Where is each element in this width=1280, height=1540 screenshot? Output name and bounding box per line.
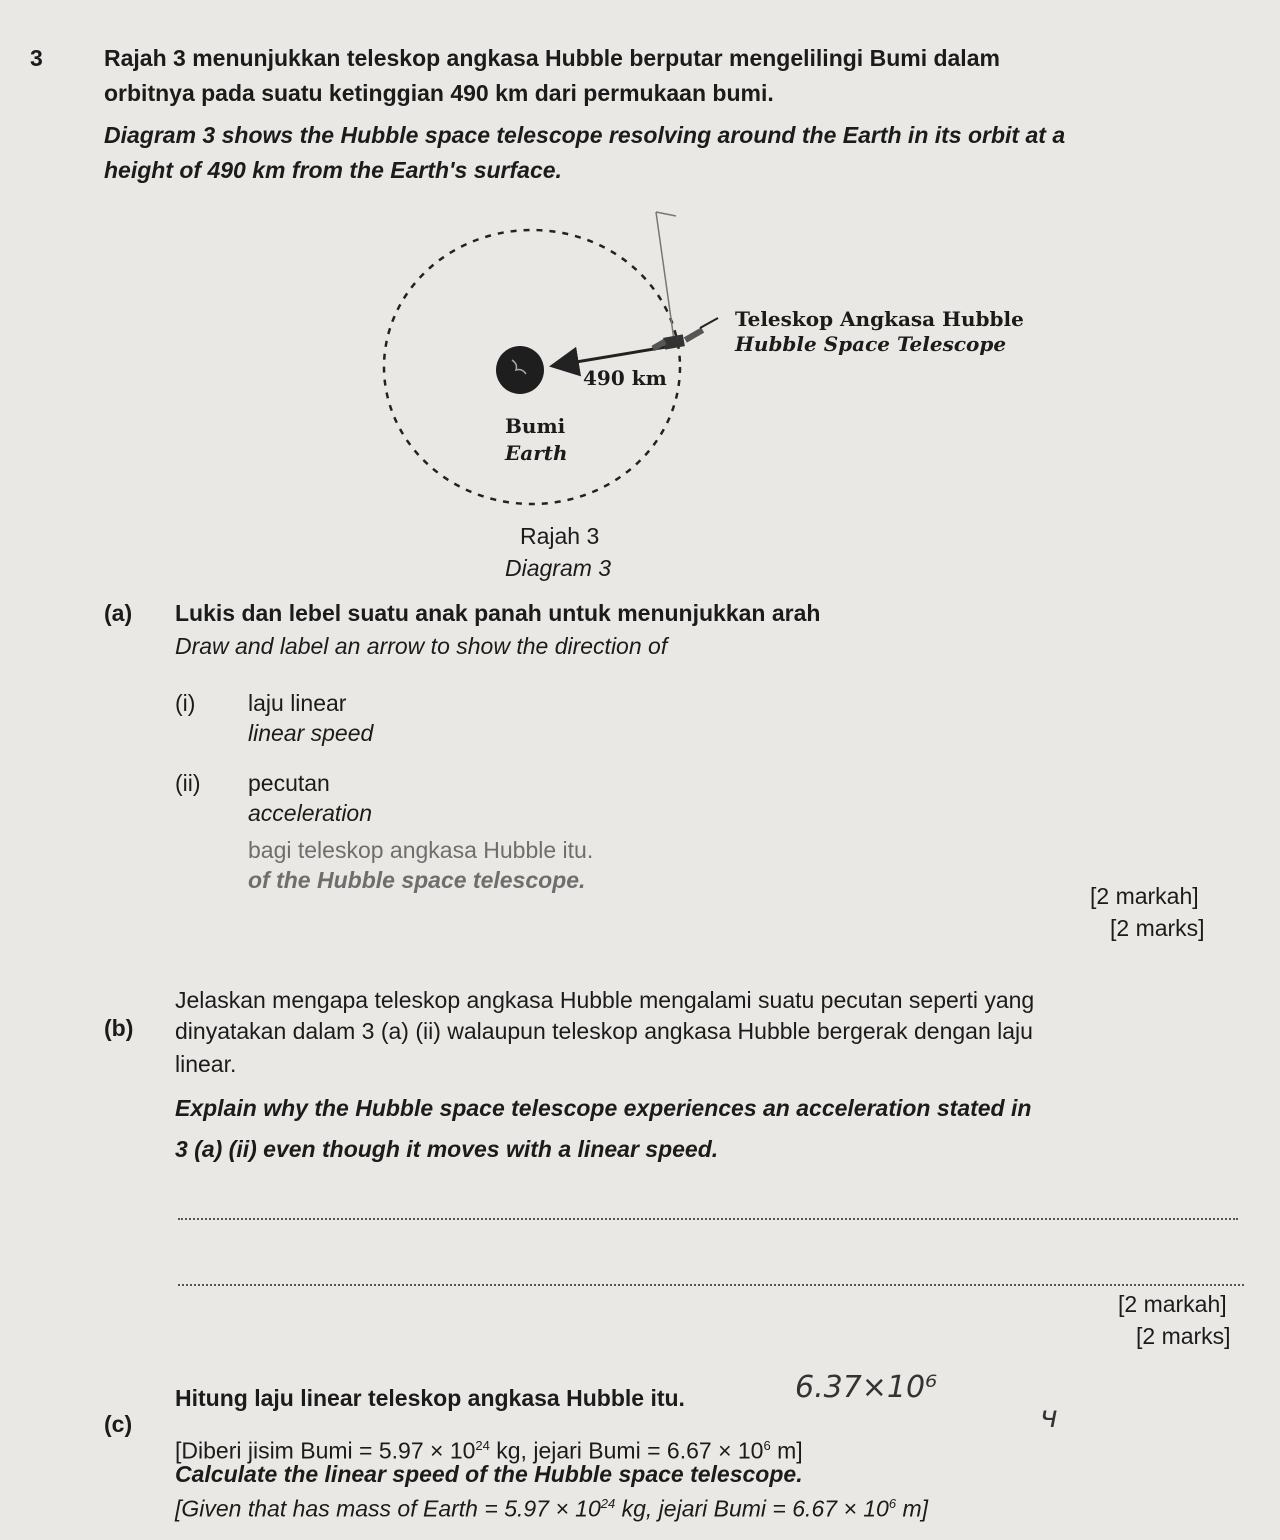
part-b-label: (b) bbox=[104, 1015, 134, 1041]
intro-malay-line-2: orbitnya pada suatu ketinggian 490 km dari permukaan bumi. bbox=[104, 80, 774, 106]
intro-english-line-2: height of 490 km from the Earth's surface. bbox=[104, 157, 562, 183]
earth-label-english: Earth bbox=[505, 441, 568, 465]
label-leader-line bbox=[700, 318, 718, 328]
intro-english-line-1: Diagram 3 shows the Hubble space telescope resolving around the Earth in its orbit at a bbox=[104, 122, 1066, 148]
part-a-i-label: (i) bbox=[175, 690, 196, 716]
part-a-i-english: linear speed bbox=[248, 720, 374, 746]
part-a-i-malay: laju linear bbox=[248, 690, 347, 716]
part-b-malay-line-1: Jelaskan mengapa teleskop angkasa Hubble mengalami suatu pecutan seperti yang bbox=[175, 987, 1035, 1013]
earth-label-malay: Bumi bbox=[505, 414, 566, 438]
part-c-malay-line-1: Hitung laju linear teleskop angkasa Hubble itu. bbox=[175, 1385, 685, 1411]
orbit-diagram bbox=[0, 0, 1280, 620]
part-b-marks-malay: [2 markah] bbox=[1118, 1291, 1227, 1317]
part-a-text-malay: Lukis dan lebel suatu anak panah untuk menunjukkan arah bbox=[175, 600, 821, 626]
intro-malay-line-1: Rajah 3 menunjukkan teleskop angkasa Hubble berputar mengelilingi Bumi dalam bbox=[104, 45, 1000, 71]
part-a-marks-malay: [2 markah] bbox=[1090, 883, 1199, 909]
diagram-caption-english: Diagram 3 bbox=[505, 555, 612, 581]
part-b-marks-english: [2 marks] bbox=[1136, 1323, 1231, 1349]
part-a-ii-malay: pecutan bbox=[248, 770, 330, 796]
pointer-line bbox=[656, 212, 674, 340]
handwritten-mark: ч bbox=[1040, 1400, 1058, 1435]
part-b-malay-line-2: dinyatakan dalam 3 (a) (ii) walaupun teleskop angkasa Hubble bergerak dengan laju bbox=[175, 1018, 1033, 1044]
part-a-ii-label: (ii) bbox=[175, 770, 201, 796]
part-c-label: (c) bbox=[104, 1411, 133, 1437]
question-number: 3 bbox=[30, 45, 43, 71]
distance-label: 490 km bbox=[583, 366, 667, 390]
telescope-label-malay: Teleskop Angkasa Hubble bbox=[735, 307, 1024, 331]
part-b-english-line-1: Explain why the Hubble space telescope experiences an acceleration stated in bbox=[175, 1095, 1032, 1121]
answer-line-1[interactable] bbox=[178, 1218, 1238, 1220]
telescope-label-english: Hubble Space Telescope bbox=[735, 332, 1007, 356]
part-a-label: (a) bbox=[104, 600, 133, 626]
part-c-english-line-2: [Given that has mass of Earth = $5.97 \times 10^{24}$ kg, jejari Bumi = $6.67 \times 10^6$ m] bbox=[175, 1495, 929, 1522]
part-a-marks-english: [2 marks] bbox=[1110, 915, 1205, 941]
part-a-ii-english: acceleration bbox=[248, 800, 373, 826]
answer-line-2[interactable] bbox=[178, 1284, 1244, 1286]
diagram-caption-malay: Rajah 3 bbox=[520, 523, 600, 549]
part-a-tail-malay: bagi teleskop angkasa Hubble itu. bbox=[248, 837, 594, 863]
part-b-malay-line-3: linear. bbox=[175, 1051, 237, 1077]
part-b-english-line-2: 3 (a) (ii) even though it moves with a linear speed. bbox=[175, 1136, 719, 1162]
part-a-tail-english: of the Hubble space telescope. bbox=[248, 867, 586, 893]
part-a-text-english: Draw and label an arrow to show the direction of bbox=[175, 633, 668, 659]
part-c-english-line-1: Calculate the linear speed of the Hubble space telescope. bbox=[175, 1461, 803, 1487]
handwritten-note: 6.37×10⁶ bbox=[795, 1370, 938, 1405]
part-c-malay-line-2: [Diberi jisim Bumi = $5.97 \times 10^{24}$ kg, jejari Bumi = $6.67 \times 10^6$ m] bbox=[175, 1437, 803, 1464]
